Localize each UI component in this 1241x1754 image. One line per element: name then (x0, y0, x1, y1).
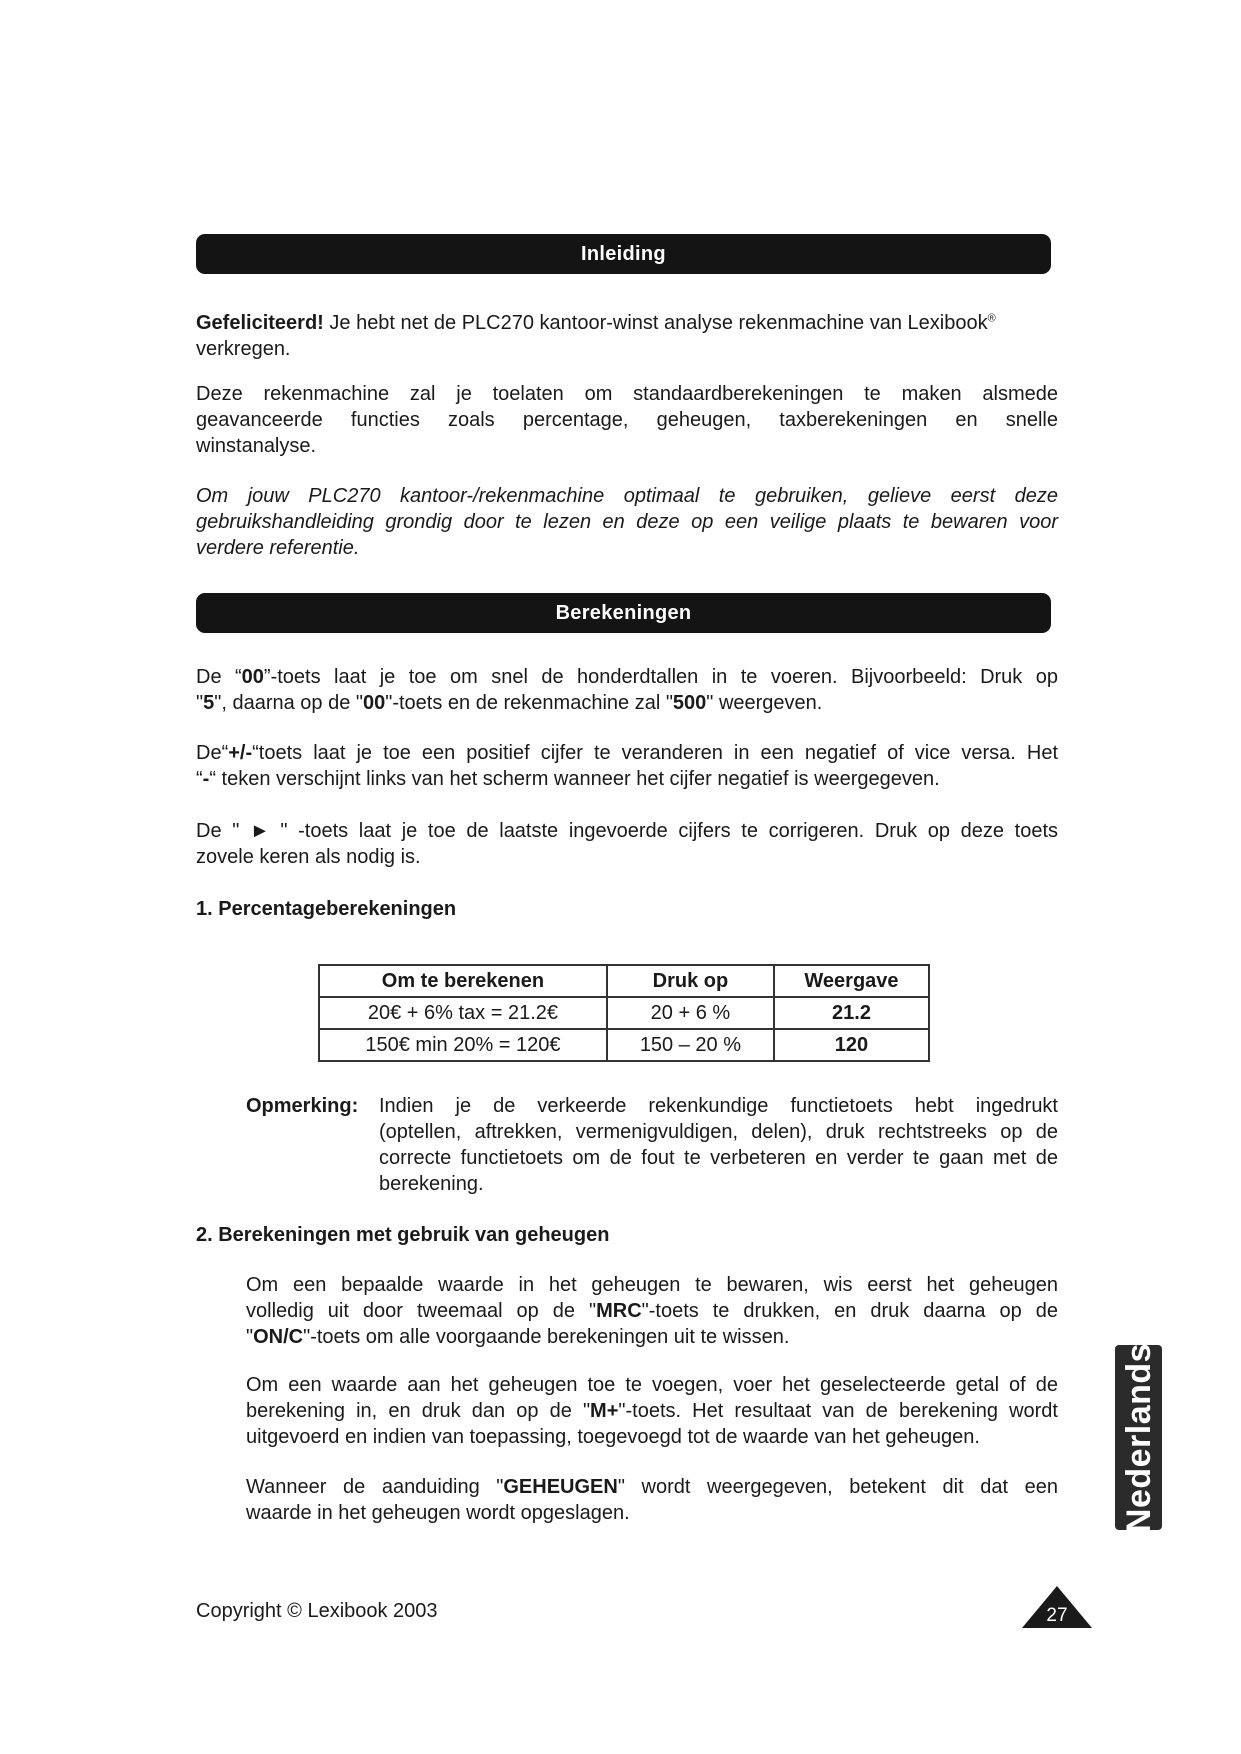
section-title: Berekeningen (555, 602, 692, 624)
column-header: Druk op (607, 965, 774, 997)
intro-text: Je hebt net de PLC270 kantoor-winst analyse rekenmachine van Lexibook (323, 311, 988, 334)
text-line: Indien je de verkeerde rekenkundige functietoets hebt ingedrukt (379, 1095, 1058, 1117)
text-line: berekening in, en druk dan op de "M+"-toets. Het resultaat van de berekening wordt (246, 1400, 1058, 1422)
remark-body (379, 1093, 1058, 1197)
table-cell: 150€ min 20% = 120€ (319, 1029, 607, 1061)
text-line: zovele keren als nodig is. (196, 846, 421, 868)
memory-heading: 2. Berekeningen met gebruik van geheugen (196, 1224, 610, 1246)
section-banner-inleiding (196, 234, 1051, 274)
intro-paragraph-2 (196, 381, 1058, 459)
text-line: winstanalyse. (196, 435, 317, 457)
language-label: Nederlands (1119, 1342, 1158, 1533)
text-line: De“+/-“toets laat je toe een positief cijfer te veranderen in een negatief of vice versa. Het (196, 742, 1058, 764)
text-line: (optellen, aftrekken, vermenigvuldigen, delen), druk rechtstreeks op de (379, 1121, 1058, 1143)
memory-paragraph-2 (246, 1372, 1058, 1450)
registered-mark: ® (987, 312, 996, 324)
calc-paragraph-1 (196, 664, 1058, 716)
calc-paragraph-3 (196, 818, 1058, 870)
congrats-text: Gefeliciteerd! (196, 311, 324, 334)
intro-paragraph-1 (196, 305, 1058, 362)
table-header-row (319, 965, 929, 997)
remark-block (246, 1093, 1058, 1195)
page-number: 27 (1046, 1605, 1068, 1626)
table-cell: 20€ + 6% tax = 21.2€ (319, 997, 607, 1029)
memory-paragraph-3 (246, 1474, 1058, 1526)
text-line: volledig uit door tweemaal op de "MRC"-toets te drukken, en druk daarna op de (246, 1300, 1058, 1322)
text-line: Wanneer de aanduiding "GEHEUGEN" wordt weergegeven, betekent dit dat een (246, 1476, 1059, 1498)
text-line: geavanceerde functies zoals percentage, geheugen, taxberekeningen en snelle (196, 409, 1058, 431)
table-row (319, 1029, 929, 1061)
calc-paragraph-2 (196, 740, 1058, 792)
intro-paragraph-3 (196, 483, 1058, 561)
column-header: Weergave (774, 965, 929, 997)
remark-label: Opmerking: (246, 1095, 359, 1117)
table-row (319, 997, 929, 1029)
column-header: Om te berekenen (319, 965, 607, 997)
text-line: Om een waarde aan het geheugen toe te voegen, voer het geselecteerde getal of de (246, 1374, 1058, 1396)
percentage-heading: 1. Percentageberekeningen (196, 898, 457, 920)
text-line: "5", daarna op de "00"-toets en de rekenmachine zal "500" weergeven. (196, 692, 823, 714)
table-cell: 150 – 20 % (607, 1029, 774, 1061)
text-line: Om jouw PLC270 kantoor-/rekenmachine optimaal te gebruiken, gelieve eerst deze (196, 485, 1058, 507)
text-line: Deze rekenmachine zal je toelaten om standaardberekeningen te maken alsmede (196, 383, 1058, 405)
section-title: Inleiding (581, 243, 666, 265)
text-line: uitgevoerd en indien van toepassing, toegevoegd tot de waarde van het geheugen. (246, 1426, 980, 1448)
text-line: verdere referentie. (196, 537, 360, 559)
page-number-badge (1022, 1586, 1092, 1628)
percentage-table (318, 964, 930, 1062)
memory-paragraph-1 (246, 1272, 1058, 1350)
table-cell: 20 + 6 % (607, 997, 774, 1029)
text-line: berekening. (379, 1173, 484, 1195)
text-line: gebruikshandleiding grondig door te lezen en deze op een veilige plaats te bewaren voor (196, 511, 1058, 533)
table-cell: 120 (774, 1029, 929, 1061)
copyright-footer: Copyright © Lexibook 2003 (196, 1600, 438, 1622)
text-line: Om een bepaalde waarde in het geheugen te bewaren, wis eerst het geheugen (246, 1274, 1058, 1296)
intro-text: verkregen. (196, 337, 291, 360)
table-cell: 21.2 (774, 997, 929, 1029)
text-line: waarde in het geheugen wordt opgeslagen. (246, 1502, 630, 1524)
language-tab (1115, 1342, 1162, 1533)
section-banner-berekeningen (196, 593, 1051, 633)
text-line: correcte functietoets om de fout te verbeteren en verder te gaan met de (379, 1147, 1058, 1169)
text-line: De " ► " -toets laat je toe de laatste ingevoerde cijfers te corrigeren. Druk op deze toets (196, 820, 1058, 842)
text-line: De “00”-toets laat je toe om snel de honderdtallen in te voeren. Bijvoorbeeld: Druk op (196, 666, 1058, 688)
text-line: "ON/C"-toets om alle voorgaande berekeningen uit te wissen. (246, 1326, 790, 1348)
text-line: “-“ teken verschijnt links van het scherm wanneer het cijfer negatief is weergegeven. (196, 768, 940, 790)
